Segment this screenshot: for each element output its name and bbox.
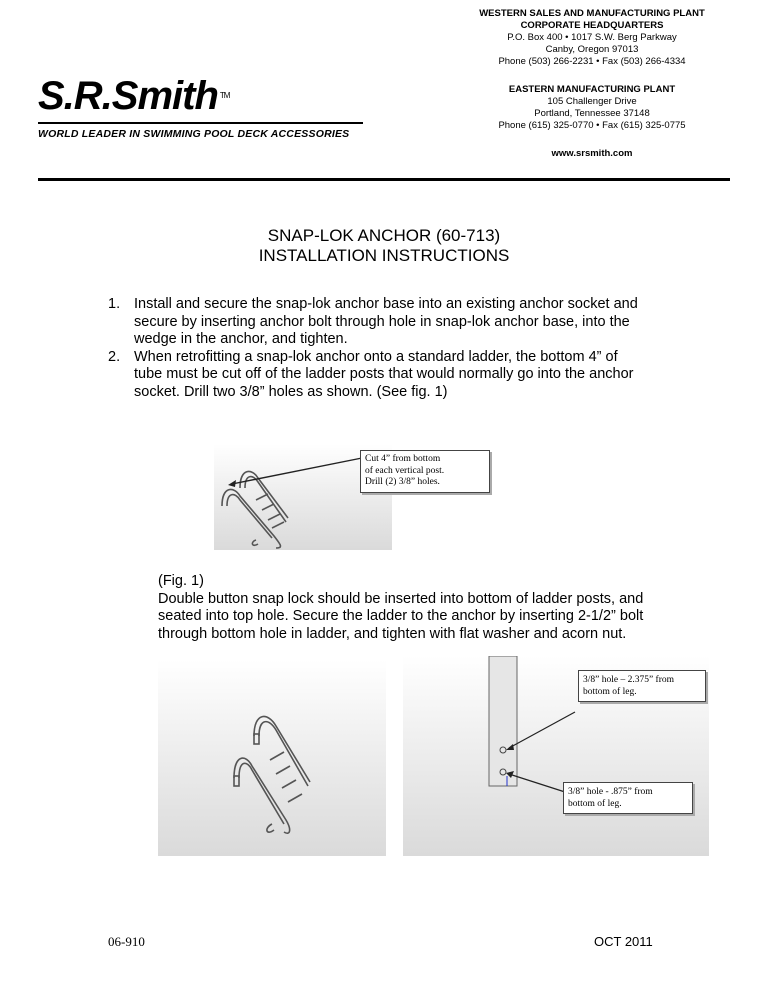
callout-lower-hole: 3/8” hole - .875” from bottom of leg. <box>563 782 693 814</box>
western-street: P.O. Box 400 • 1017 S.W. Berg Parkway <box>507 32 677 43</box>
callout-cut-instructions: Cut 4” from bottom of each vertical post. Drill (2) 3/8” holes. <box>360 450 490 493</box>
step-item <box>108 296 648 349</box>
document-date: OCT 2011 <box>594 934 653 949</box>
instruction-steps <box>108 296 648 401</box>
logo-wordmark: S.R.Smith TM <box>38 74 230 118</box>
western-plant-address <box>470 8 714 68</box>
title-subtitle: INSTALLATION INSTRUCTIONS <box>258 246 510 265</box>
document-number: 06-910 <box>108 934 145 949</box>
logo-underline <box>38 122 363 124</box>
eastern-street: 105 Challenger Drive <box>547 96 637 107</box>
step-item <box>108 349 648 402</box>
title-product: SNAP-LOK ANCHOR (60-713) <box>267 226 501 245</box>
western-phone: Phone (503) 266-2231 • Fax (503) 266-4334 <box>498 56 686 67</box>
website-link[interactable]: www.srsmith.com <box>551 148 633 159</box>
western-city: Canby, Oregon 97013 <box>545 44 639 55</box>
eastern-plant-address <box>470 84 714 132</box>
ladder-figure-2 <box>158 660 386 856</box>
company-logo <box>38 76 368 140</box>
western-plant-name: WESTERN SALES AND MANUFACTURING PLANT <box>479 8 705 19</box>
figure-1-caption <box>158 573 668 643</box>
step-text: Install and secure the snap-lok anchor base into an existing anchor socket and secure by inserting anchor bolt through hole in snap-lok anchor base, into the wedge in the anchor, and tighten. <box>134 296 638 347</box>
document-title <box>0 226 768 266</box>
figure-label: (Fig. 1) <box>158 573 204 589</box>
eastern-plant-name: EASTERN MANUFACTURING PLANT <box>508 84 676 95</box>
trademark-symbol: TM <box>219 91 230 100</box>
logo-tagline: WORLD LEADER IN SWIMMING POOL DECK ACCESSORIES <box>38 128 350 140</box>
callout-upper-hole: 3/8” hole – 2.375” from bottom of leg. <box>578 670 706 702</box>
header-divider <box>38 178 730 181</box>
step-text: When retrofitting a snap-lok anchor onto a standard ladder, the bottom 4” of tube must be cut off of the ladder posts that would normally go into the anchor socket. Drill two 3/8” holes as shown. (See fig. 1) <box>134 348 634 400</box>
step-number: 1. <box>108 296 121 312</box>
figure-caption-text: Double button snap lock should be inserted into bottom of ladder posts, and seated into top hole. Secure the ladder to the anchor by inserting 2-1/2” bolt through bottom hole in ladder, and tighten with flat washer and acorn nut. <box>158 590 644 642</box>
corporate-hq-label: CORPORATE HEADQUARTERS <box>520 20 664 31</box>
eastern-phone: Phone (615) 325-0770 • Fax (615) 325-0775 <box>498 120 686 131</box>
step-number: 2. <box>108 348 121 365</box>
ladder-illustration <box>158 660 386 856</box>
eastern-city: Portland, Tennessee 37148 <box>534 108 650 119</box>
